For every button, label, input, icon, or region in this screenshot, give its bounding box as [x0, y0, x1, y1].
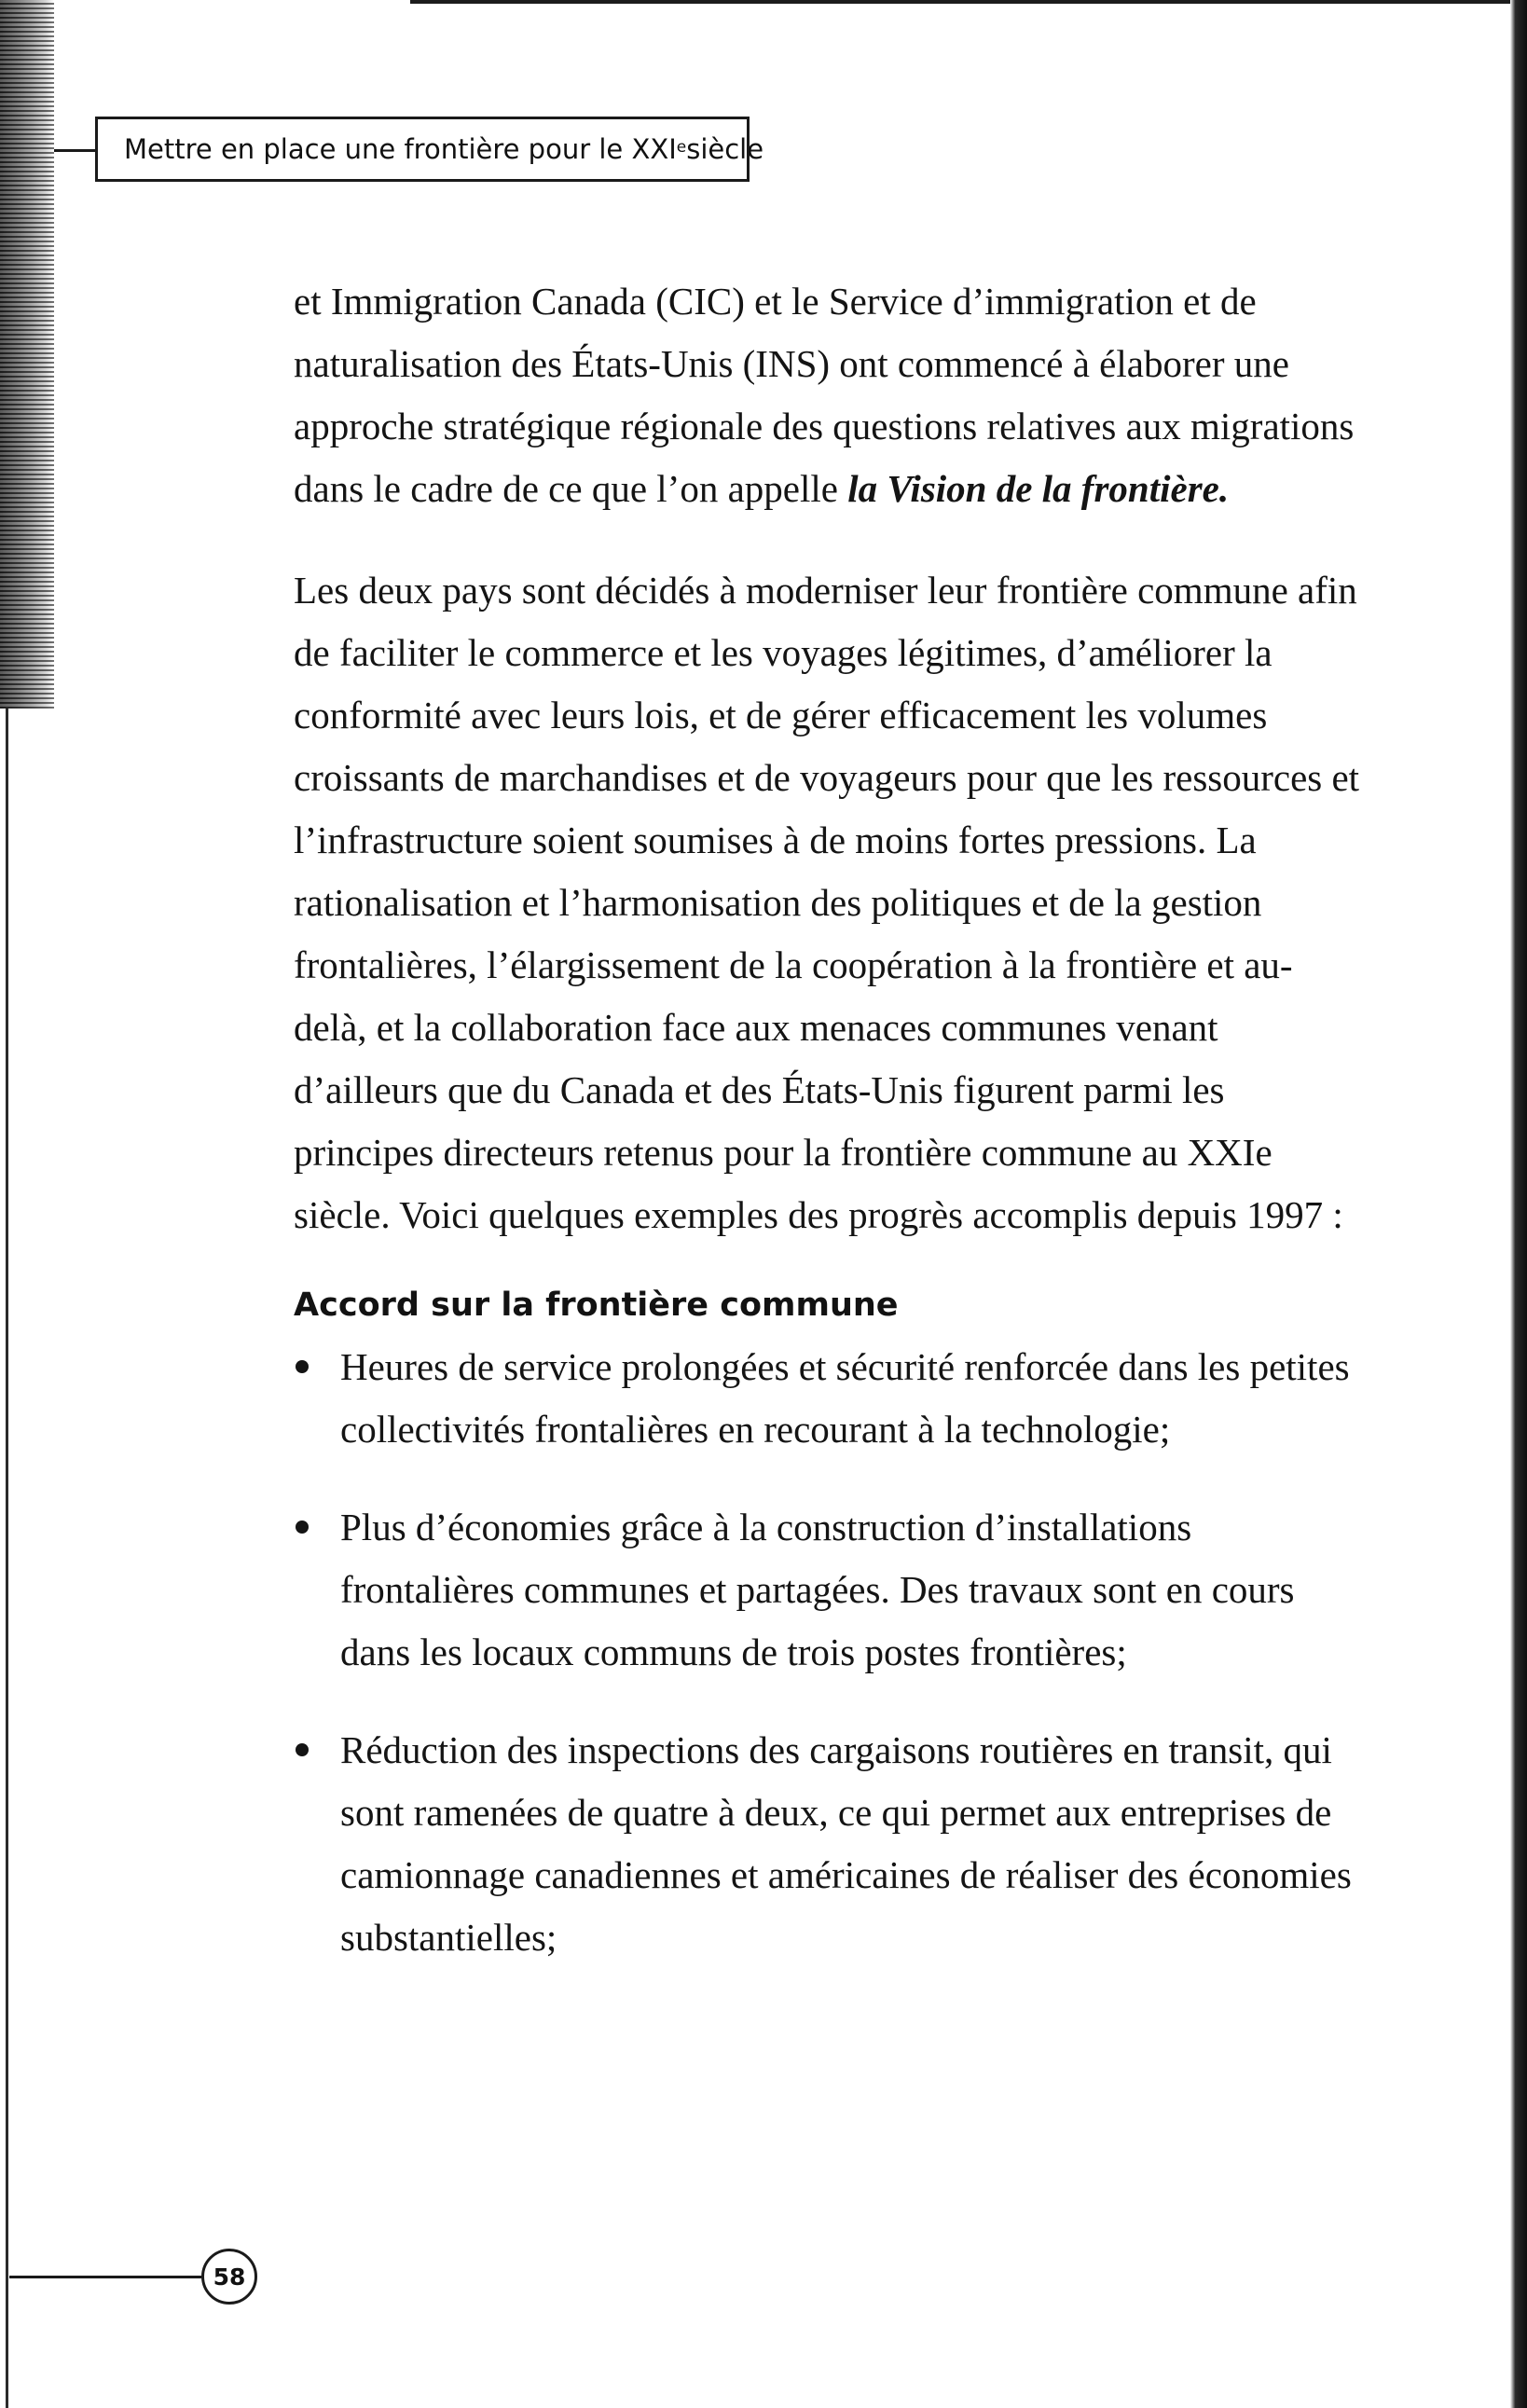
body-paragraph: Les deux pays sont décidés à moderniser leur frontière commune afin de faciliter le commerce et les voyages légitimes, d’améliorer la conformité avec leurs lois, et de gérer efficacement les volumes croissants de marchandises et de voyageurs pour que les ressources et l’infrastructure soient soumises à de moins fortes pressions. La rationalisation et l’harmonisation des politiques et de la gestion frontalières, l’élargissement de la coopération à la frontière et au-delà, et la collaboration face aux menaces communes venant d’ailleurs que du Canada et des États-Unis figurent parmi les principes directeurs retenus pour la frontière commune au XXIe siècle. Voici quelques exemples des progrès accomplis depuis 1997 : — [294, 569, 1360, 1236]
footer-rule — [9, 2276, 201, 2278]
binding-line — [6, 709, 8, 2408]
right-border — [1510, 0, 1527, 2408]
list-item-text: Réduction des inspections des cargaisons routières en transit, qui sont ramenées de quatre à deux, ce qui permet aux entreprises de camionnage canadiennes et américaines de réaliser des économies substantielles; — [340, 1728, 1352, 1959]
running-head-title-end: siècle — [686, 133, 764, 165]
bullet-icon — [296, 1360, 309, 1373]
bullet-list — [294, 1336, 1366, 1969]
section-heading: Accord sur la frontière commune — [294, 1287, 899, 1324]
list-item-text: Heures de service prolongées et sécurité renforcée dans les petites collectivités frontalières en recourant à la technologie; — [340, 1345, 1350, 1451]
list-item — [294, 1336, 1366, 1461]
running-head — [95, 117, 764, 182]
binding-edge — [0, 0, 54, 709]
list-item — [294, 1719, 1366, 1969]
header-connector-rule — [54, 149, 95, 152]
bullet-icon — [296, 1520, 309, 1534]
intro-emphasis: la Vision de la frontière. — [847, 467, 1230, 510]
page-content — [294, 270, 1366, 2004]
intro-paragraph — [294, 270, 1366, 520]
running-head-superscript: e — [676, 138, 687, 157]
list-item — [294, 1496, 1366, 1684]
bullet-icon — [296, 1743, 309, 1756]
page-number: 58 — [201, 2249, 257, 2305]
running-head-title: Mettre en place une frontière pour le XXI — [124, 133, 677, 165]
intro-text: et Immigration Canada (CIC) et le Service d’immigration et de naturalisation des États-Unis (INS) ont commencé à élaborer une approche stratégique régionale des questions relatives aux migrations dans le cadre de ce que l’on appelle — [294, 280, 1355, 510]
top-border — [410, 0, 1527, 4]
list-item-text: Plus d’économies grâce à la construction d’installations frontalières communes et partagées. Des travaux sont en cours dans les locaux communs de trois postes frontières; — [340, 1506, 1295, 1673]
